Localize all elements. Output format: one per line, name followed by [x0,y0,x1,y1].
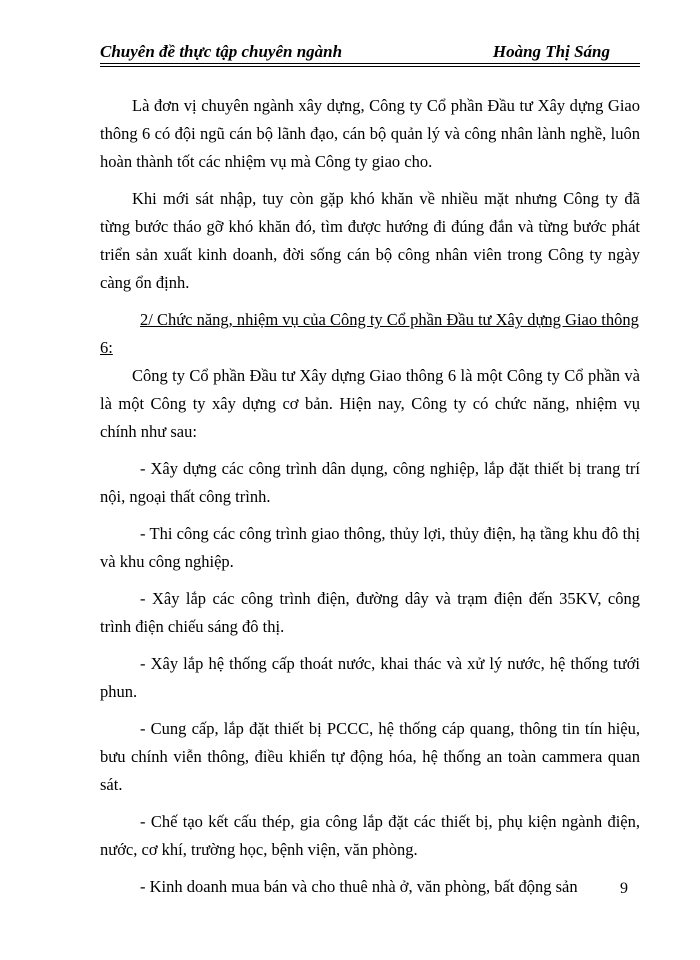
paragraph: Khi mới sát nhập, tuy còn gặp khó khăn về nhiều mặt nhưng Công ty đã từng bước tháo gỡ khó khăn đó, tìm được hướng đi đúng đắn và từng bước phát triển sản xuất kinh doanh, đời sống cán bộ công nhân viên trong Công ty ngày càng ổn định. [100,189,640,292]
list-item: - Cung cấp, lắp đặt thiết bị PCCC, hệ thống cáp quang, thông tin tín hiệu, bưu chính viễn thông, điều khiển tự động hóa, hệ thống an toàn cammera quan sát. [100,719,640,794]
list-item: - Kinh doanh mua bán và cho thuê nhà ở, văn phòng, bất động sản [140,877,578,896]
document-body [100,92,640,901]
list-item: - Thi công các công trình giao thông, thủy lợi, thủy điện, hạ tầng khu đô thị và khu công nghiệp. [100,524,640,571]
list-item: - Xây lắp các công trình điện, đường dây và trạm điện đến 35KV, công trình điện chiếu sáng đô thị. [100,589,640,636]
header-author: Hoàng Thị Sáng [492,42,610,61]
header-title: Chuyên đề thực tập chuyên ngành [100,42,343,61]
list-item: - Chế tạo kết cấu thép, gia công lắp đặt các thiết bị, phụ kiện ngành điện, nước, cơ khí, trường học, bệnh viện, văn phòng. [100,812,640,859]
page-header [100,37,640,67]
paragraph: Là đơn vị chuyên ngành xây dựng, Công ty Cổ phần Đầu tư Xây dựng Giao thông 6 có đội ngũ cán bộ lãnh đạo, cán bộ quản lý và công nhân lành nghề, luôn hoàn thành tốt các nhiệm vụ mà Công ty giao cho. [100,96,640,171]
page-number: 9 [620,880,628,897]
list-item: - Xây lắp hệ thống cấp thoát nước, khai thác và xử lý nước, hệ thống tưới phun. [100,654,640,701]
section-heading: 2/ Chức năng, nhiệm vụ của Công ty Cổ phần Đầu tư Xây dựng Giao thông 6: [100,310,639,357]
list-item: - Xây dựng các công trình dân dụng, công nghiệp, lắp đặt thiết bị trang trí nội, ngoại thất công trình. [100,459,640,506]
paragraph: Công ty Cổ phần Đầu tư Xây dựng Giao thông 6 là một Công ty Cổ phần và là một Công ty xây dựng cơ bản. Hiện nay, Công ty có chức năng, nhiệm vụ chính như sau: [100,366,640,441]
